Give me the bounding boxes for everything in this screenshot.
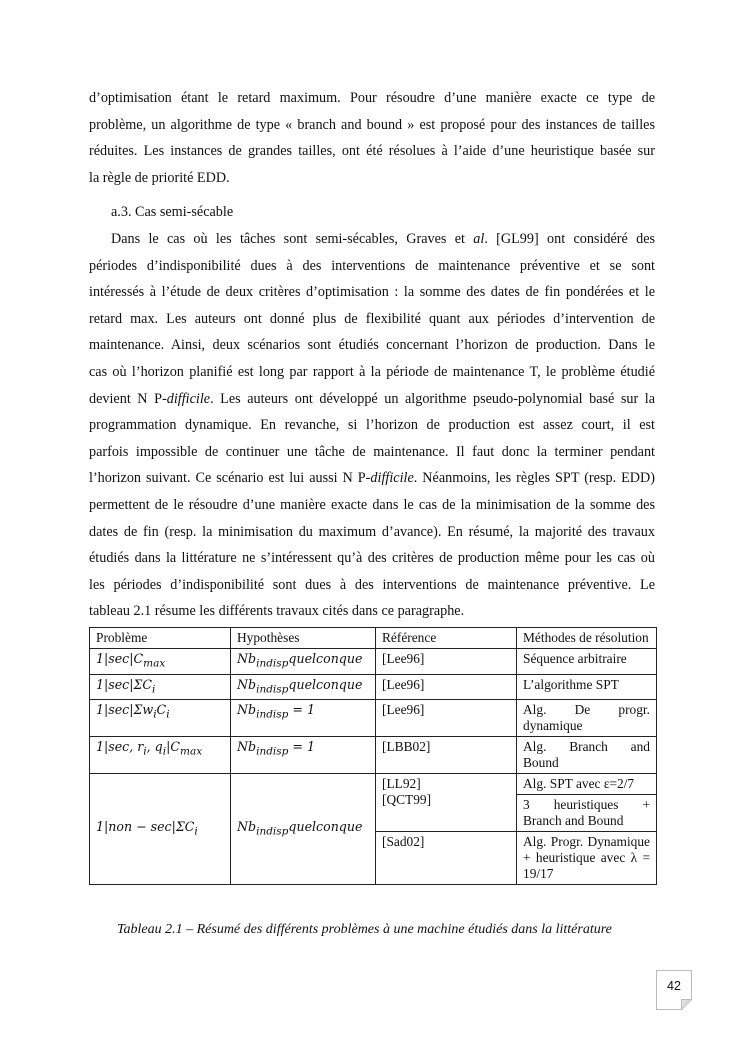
- header-methods: Méthodes de résolution: [517, 628, 657, 649]
- cell-hypothesis: $Nb_{indisp} = 1$: [231, 737, 376, 774]
- cell-method: Alg. SPT avec ε=2/7: [517, 774, 657, 795]
- header-reference: Référence: [376, 628, 517, 649]
- cell-hypothesis: $Nb_{indisp}quelconque$: [231, 774, 376, 885]
- cell-problem: $1|\sec|\Sigma w_iC_i$: [90, 700, 231, 737]
- cell-method: 3 heuristiques + Branch and Bound: [517, 795, 657, 832]
- intro-line-2: problème, un algorithme de type « branch and bound » est proposé pour des instances de tailles: [89, 116, 655, 133]
- page-number-box: [656, 970, 692, 1010]
- page-curl-icon: [681, 999, 692, 1010]
- table-row: [90, 674, 657, 700]
- cell-method: Alg. Progr. Dynamique + heuristique avec λ = 19/17: [517, 832, 657, 885]
- cell-method: Alg. De progr. dynamique: [517, 700, 657, 737]
- header-problem: Problème: [90, 628, 231, 649]
- main-line-15: tableau 2.1 résume les différents travaux cités dans ce paragraphe.: [89, 603, 465, 620]
- table-row: [90, 774, 657, 795]
- reference-qct99: [QCT99]: [382, 792, 432, 808]
- cell-method: L’algorithme SPT: [517, 674, 657, 700]
- main-line-13: étudiés dans la littérature ne s’intéressent qu’à des critères de production même pour les cas où: [89, 550, 655, 567]
- section-heading: a.3. Cas semi-sécable: [111, 204, 234, 220]
- table-caption: Tableau 2.1 – Résumé des différents problèmes à une machine étudiés dans la littérature: [117, 922, 612, 937]
- main-line-8: programmation dynamique. En revanche, si l’horizon de production est assez court, il est: [89, 417, 655, 434]
- summary-table: [89, 627, 657, 885]
- table-row: [90, 700, 657, 737]
- intro-paragraph: [89, 85, 655, 191]
- main-line-4: retard max. Les auteurs ont donné plus de flexibilité quant aux périodes d’intervention de: [89, 310, 655, 327]
- cell-problem: $1|\sec|C_{max}$: [90, 649, 231, 675]
- header-hypotheses: Hypothèses: [231, 628, 376, 649]
- main-line-1: Dans le cas où les tâches sont semi-sécables, Graves et al. [GL99] ont considéré des: [111, 231, 656, 247]
- table-row: [90, 737, 657, 774]
- cell-hypothesis: $Nb_{indisp} = 1$: [231, 700, 376, 737]
- cell-hypothesis: $Nb_{indisp}quelconque$: [231, 674, 376, 700]
- intro-line-4: la règle de priorité EDD.: [89, 169, 230, 186]
- cell-reference: [Lee96]: [376, 649, 517, 675]
- main-line-10: l’horizon suivant. Ce scénario est lui aussi N P-difficile. Néanmoins, les règles SPT (resp. EDD): [89, 470, 655, 487]
- table-row: [90, 649, 657, 675]
- main-line-5: maintenance. Ainsi, deux scénarios sont étudiés concernant l’horizon de production. Dans le: [89, 337, 655, 354]
- main-line-7: devient N P-difficile. Les auteurs ont développé un algorithme pseudo-polynomial basé sur la: [89, 390, 655, 407]
- cell-reference: [Lee96]: [376, 674, 517, 700]
- cell-reference: [LBB02]: [376, 737, 517, 774]
- reference-ll92: [LL92]: [382, 776, 421, 792]
- main-line-12: dates de fin (resp. la minimisation du maximum d’avance). En résumé, la majorité des travaux: [89, 523, 655, 540]
- intro-line-1: d’optimisation étant le retard maximum. Pour résoudre d’une manière exacte ce type de: [89, 90, 655, 106]
- main-line-3: intéressés à l’étude de deux critères d’optimisation : la somme des dates de fin pondérées et le: [89, 284, 655, 301]
- page-number: 42: [667, 979, 681, 993]
- cell-reference: [Lee96]: [376, 700, 517, 737]
- main-line-2: périodes d’indisponibilité dues à des interventions de maintenance préventive et se sont: [89, 257, 655, 274]
- main-line-11: permettent de le résoudre d’une manière exacte dans le cas de la minimisation de la somme des: [89, 496, 655, 513]
- cell-problem: $1|non - \sec|\Sigma C_i$: [90, 774, 231, 885]
- main-line-14: les périodes d’indisponibilité sont dues à des interventions de maintenance préventive. Le: [89, 576, 655, 593]
- main-paragraph: [89, 226, 655, 625]
- main-line-9: parfois impossible de continuer une tâche de maintenance. Il faut donc la terminer pendant: [89, 443, 655, 460]
- cell-method: Alg. Branch and Bound: [517, 737, 657, 774]
- cell-problem: 1|sec, $r_i$, $q_i|C_{max}$: [90, 737, 231, 774]
- intro-line-3: réduites. Les instances de grandes tailles, ont été résolues à l’aide d’une heuristique basée sur: [89, 143, 655, 160]
- cell-reference: [376, 774, 517, 832]
- cell-problem: $1|\sec|\Sigma C_i$: [90, 674, 231, 700]
- table-header-row: [90, 628, 657, 649]
- cell-hypothesis: $Nb_{indisp}quelconque$: [231, 649, 376, 675]
- main-line-6: cas où l’horizon planifié est long par rapport à la période de maintenance T, le problème étudié: [89, 363, 655, 380]
- cell-method: Séquence arbitraire: [517, 649, 657, 675]
- cell-reference: [Sad02]: [376, 832, 517, 885]
